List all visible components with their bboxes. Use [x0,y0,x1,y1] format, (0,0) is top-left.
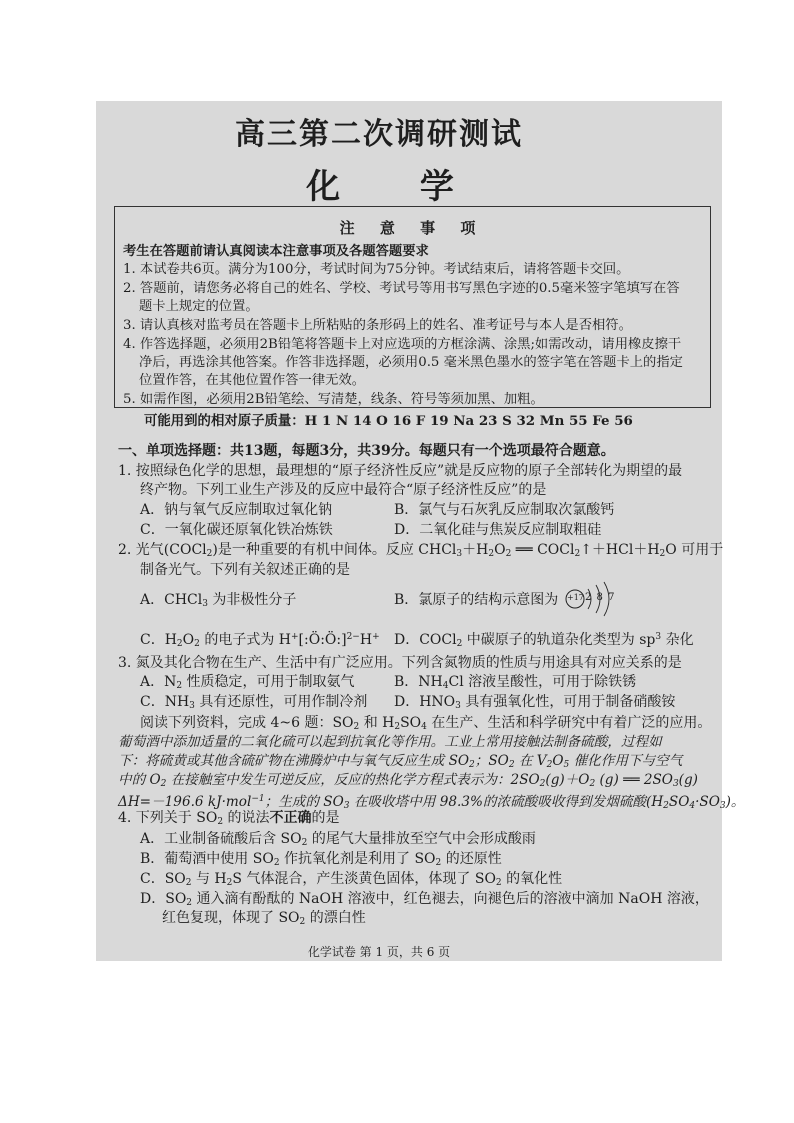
q3-option-b: B．$NH_4Cl$ 溶液呈酸性，可用于除铁锈 [394,674,637,691]
q2-option-b: B．氯原子的结构示意图为 [394,592,559,608]
q4-option-d: D．$SO_2$ 通入滴有酚酞的 NaOH 溶液中，红色褪去，向褪色后的溶液中滴加 NaOH 溶液， [140,891,709,908]
reading-line-5: ΔH=－196.6 kJ·mol$^{-1}$；生成的 $SO_3$ 在吸收塔中用 98.3%的浓硫酸吸收得到发烟硫酸$(H_2SO_4\cdot SO_3)$。 [118,794,745,811]
q3-stem: 3. 氮及其化合物在生产、生活中有广泛应用。下列含氮物质的性质与用途具有对应关系的是 [118,655,682,671]
atomic-masses: 可能用到的相对原子质量：H 1 N 14 O 16 F 19 Na 23 S 32 Mn 55 Fe 56 [144,413,633,429]
reading-line-2: 葡萄酒中添加适量的二氧化硫可以起到抗氧化等作用。工业上常用接触法制备硫酸，过程如 [118,734,662,750]
chlorine-atom-structure-diagram [564,579,634,619]
q2-option-a: A．CHCl$_3$ 为非极性分子 [140,592,297,609]
exam-page [96,101,745,961]
notice-item-4-cont2: 位置作答，在其他位置作答一律无效。 [139,373,366,388]
q3-option-d: D．$HNO_3$ 具有强氧化性，可用于制备硝酸铵 [394,694,676,711]
q1-stem-1: 1. 按照绿色化学的思想，最理想的“原子经济性反应”就是反应物的原子全部转化为期望的最 [118,463,683,479]
q4-stem: 4. 下列关于 $SO_2$ 的说法不正确的是 [118,810,340,827]
reading-line-3: 下：将硫黄或其他含硫矿物在沸腾炉中与氧气反应生成 $SO_2$；$SO_2$ 在 $V_2O_5$ 催化作用下与空气 [118,753,683,770]
exam-title: 高三第二次调研测试 [235,117,523,152]
notice-item-5: 5. 如需作图，必须用2B铅笔绘、写清楚，线条、符号等须加黑、加粗。 [123,392,544,407]
exam-subject: 化 学 [306,167,488,207]
q4-option-c: C．$SO_2$ 与 $H_2S$ 气体混合，产生淡黄色固体，体现了 $SO_2$ 的氧化性 [140,871,563,888]
notice-item-4: 4. 作答选择题，必须用2B铅笔将答题卡上对应选项的方框涂满、涂黑;如需改动，请用橡皮擦干 [123,337,682,352]
page-footer: 化学试卷 第 1 页，共 6 页 [307,945,451,959]
notice-item-1: 1. 本试卷共6页。满分为100分，考试时间为75分钟。考试结束后，请将答题卡交回。 [123,262,630,277]
q3-option-a: A．$N_2$ 性质稳定，可用于制取氨气 [140,674,355,691]
electron-shells-label: 2 8 7 [585,592,616,603]
notice-item-4-cont1: 净后，再选涂其他答案。作答非选择题，必须用0.5 毫米黑色墨水的签字笔在答题卡上的指定 [139,355,683,370]
q2-stem-1: 2. 光气(COCl$_2$)是一种重要的有机中间体。反应 $CHCl_3+H_2O_2$ ══ $COCl_2↑+HCl+H_2O$ 可用于 [118,542,724,559]
notice-item-2-cont: 题卡上规定的位置。 [139,299,259,314]
q1-option-a: A．钠与氧气反应制取过氧化钠 [140,502,333,518]
nucleus-label: +17 [567,593,584,602]
q2-option-c: C．$H_2O_2$ 的电子式为 H+[:Ö:Ö:]$^{2-}$H+ [140,632,380,649]
q1-stem-2: 终产物。下列工业生产涉及的反应中最符合“原子经济性反应”的是 [140,482,547,498]
q4-option-b: B．葡萄酒中使用 $SO_2$ 作抗氧化剂是利用了 $SO_2$ 的还原性 [140,851,502,868]
section-heading: 一、单项选择题：共13题，每题3分，共39分。每题只有一个选项最符合题意。 [118,443,615,459]
q2-stem-2: 制备光气。下列有关叙述正确的是 [140,562,350,578]
q1-option-c: C．一氧化碳还原氧化铁冶炼铁 [140,522,333,538]
notice-item-2: 2. 答题前，请您务必将自己的姓名、学校、考试号等用书写黑色字迹的0.5毫米签字笔填写在答 [123,281,680,296]
notice-lead: 考生在答题前请认真阅读本注意事项及各题答题要求 [123,244,429,259]
q4-option-a: A．工业制备硫酸后含 $SO_2$ 的尾气大量排放至空气中会形成酸雨 [140,831,536,848]
q2-option-d: D．COCl$_2$ 中碳原子的轨道杂化类型为 $sp^3$ 杂化 [394,632,694,649]
q1-option-b: B．氯气与石灰乳反应制取次氯酸钙 [394,502,615,518]
reading-line-4: 中的 $O_2$ 在接触室中发生可逆反应，反应的热化学方程式表示为：$2SO_2(g)+O_2$ (g) ══ $2SO_3(g)$ [118,772,698,789]
notice-title: 注 意 事 项 [339,219,486,237]
reading-line-1: 阅读下列资料，完成 4~6 题：$SO_2$ 和 $H_2SO_4$ 在生产、生活和科学研究中有着广泛的应用。 [140,715,712,732]
q3-option-c: C．$NH_3$ 具有还原性，可用作制冷剂 [140,694,368,711]
notice-box [114,206,711,408]
q1-option-d: D．二氧化硅与焦炭反应制取粗硅 [394,522,602,538]
q4-option-d-cont: 红色复现，体现了 $SO_2$ 的漂白性 [162,910,366,927]
notice-item-3: 3. 请认真核对监考员在答题卡上所粘贴的条形码上的姓名、准考证号与本人是否相符。 [123,318,632,333]
